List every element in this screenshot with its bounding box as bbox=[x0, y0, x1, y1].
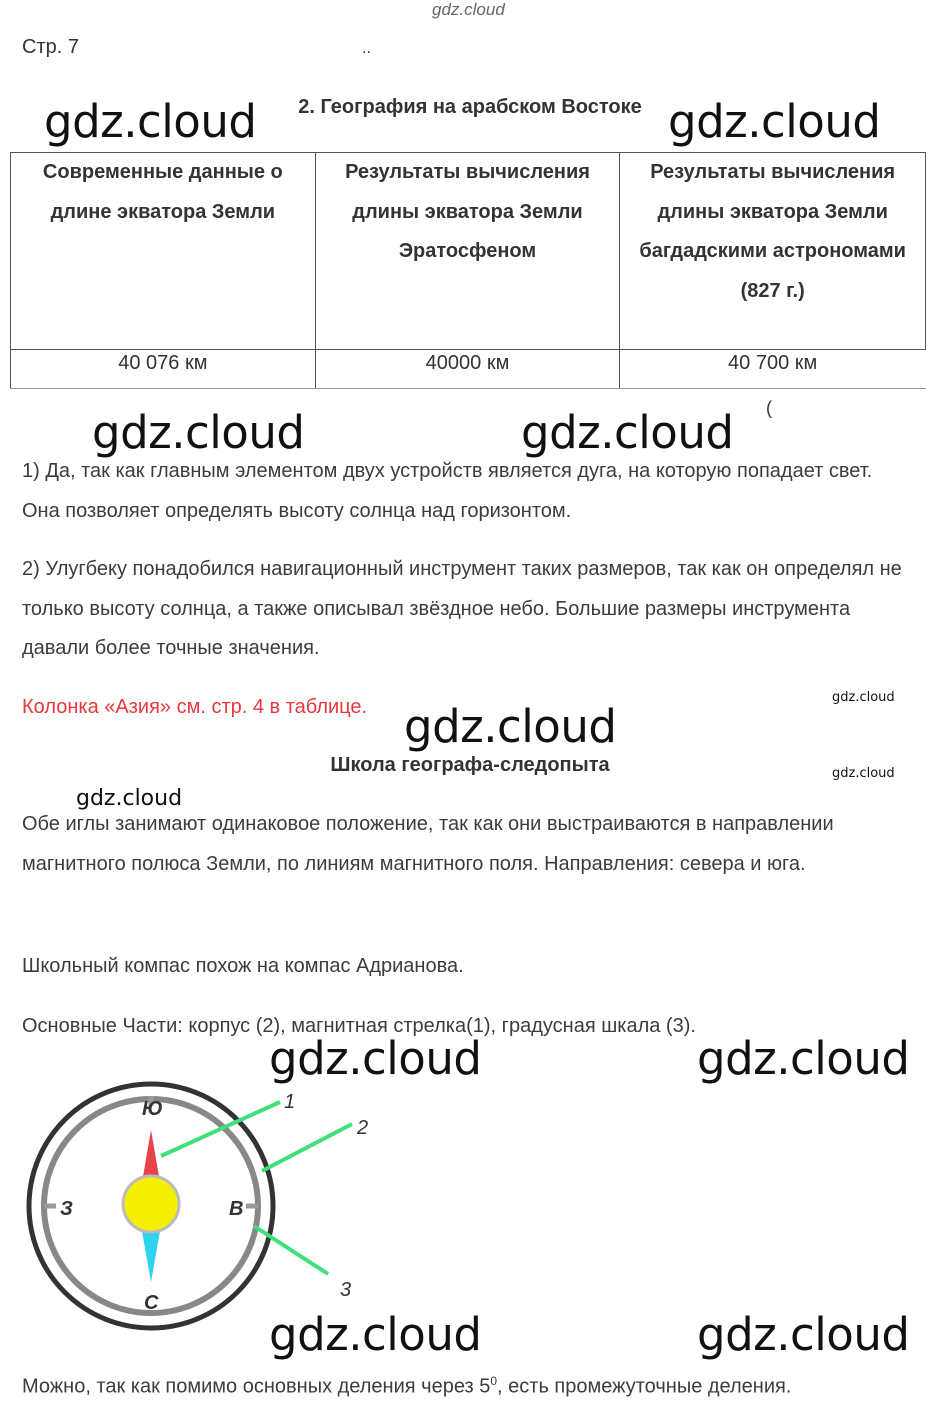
callout-line-1 bbox=[161, 1102, 280, 1156]
school-paragraph-1: Обе иглы занимают одинаковое положение, так как они выстраиваются в направлении магнитного полюса Земли, по линиям магнитного поля. Направления: севера и юга. bbox=[22, 813, 834, 875]
p4-text-after: , есть промежуточные деления. bbox=[497, 1375, 792, 1398]
callout-number-1: 1 bbox=[284, 1091, 296, 1113]
compass-label-bottom: С bbox=[144, 1292, 159, 1314]
school-paragraph-2: Школьный компас похож на компас Адрианова. bbox=[22, 955, 464, 977]
table-header-cell: Результаты вычисления длины экватора Земли багдадскими астрономами (827 г.) bbox=[620, 153, 926, 350]
stray-char: ( bbox=[766, 398, 772, 418]
table-header-row bbox=[11, 153, 926, 350]
red-note: Колонка «Азия» см. стр. 4 в таблице. bbox=[22, 696, 368, 718]
table-cell: 40000 км bbox=[315, 350, 620, 389]
watermark: gdz.cloud bbox=[697, 1032, 910, 1085]
compass-label-top: Ю bbox=[142, 1098, 163, 1120]
school-paragraph-3: Основные Части: корпус (2), магнитная стрелка(1), градусная шкала (3). bbox=[22, 1015, 696, 1037]
watermark: gdz.cloud bbox=[832, 766, 895, 781]
answer-1: 1) Да, так как главным элементом двух устройств является дуга, на которую попадает свет. Она позволяет определять высоту солнца над горизонтом. bbox=[22, 460, 873, 522]
compass-diagram bbox=[22, 1076, 382, 1336]
answer-2: 2) Улугбеку понадобился навигационный инструмент таких размеров, так как он определял не только высоту солнца, а также описывал звёздное небо. Большие размеры инструмента давали более точные значения. bbox=[22, 558, 902, 659]
table-header-cell: Результаты вычисления длины экватора Земли Эратосфеном bbox=[315, 153, 620, 350]
page-number: Стр. 7 bbox=[22, 36, 79, 58]
watermark: gdz.cloud bbox=[76, 786, 183, 811]
stray-marks: .. bbox=[362, 40, 371, 57]
watermark: gdz.cloud bbox=[697, 1308, 910, 1361]
school-paragraph-4 bbox=[22, 1362, 902, 1407]
watermark: gdz.cloud bbox=[521, 406, 734, 459]
table-header-cell: Современные данные о длине экватора Земли bbox=[11, 153, 316, 350]
p4-superscript: 0 bbox=[490, 1374, 498, 1388]
watermark: gdz.cloud bbox=[404, 700, 617, 753]
compass-label-left: З bbox=[60, 1198, 73, 1220]
watermark: gdz.cloud bbox=[269, 1032, 482, 1085]
table-row bbox=[11, 350, 926, 389]
callout-line-2 bbox=[262, 1124, 352, 1171]
watermark: gdz.cloud bbox=[92, 406, 305, 459]
callout-number-2: 2 bbox=[357, 1117, 369, 1139]
compass-label-right: В bbox=[229, 1198, 244, 1220]
top-watermark: gdz.cloud bbox=[432, 0, 505, 19]
watermark: gdz.cloud bbox=[832, 690, 895, 705]
watermark: gdz.cloud bbox=[269, 1308, 482, 1361]
equator-table bbox=[10, 152, 926, 389]
table-cell: 40 076 км bbox=[11, 350, 316, 389]
compass-center-icon bbox=[123, 1176, 179, 1232]
school-title: Школа географа-следопыта bbox=[330, 754, 610, 776]
section-title: 2. География на арабском Востоке bbox=[298, 96, 642, 118]
watermark: gdz.cloud bbox=[44, 95, 257, 148]
watermark: gdz.cloud bbox=[668, 95, 881, 148]
p4-text: Можно, так как помимо основных деления через 5 bbox=[22, 1375, 491, 1398]
table-cell: 40 700 км bbox=[620, 350, 926, 389]
callout-number-3: 3 bbox=[340, 1279, 352, 1301]
